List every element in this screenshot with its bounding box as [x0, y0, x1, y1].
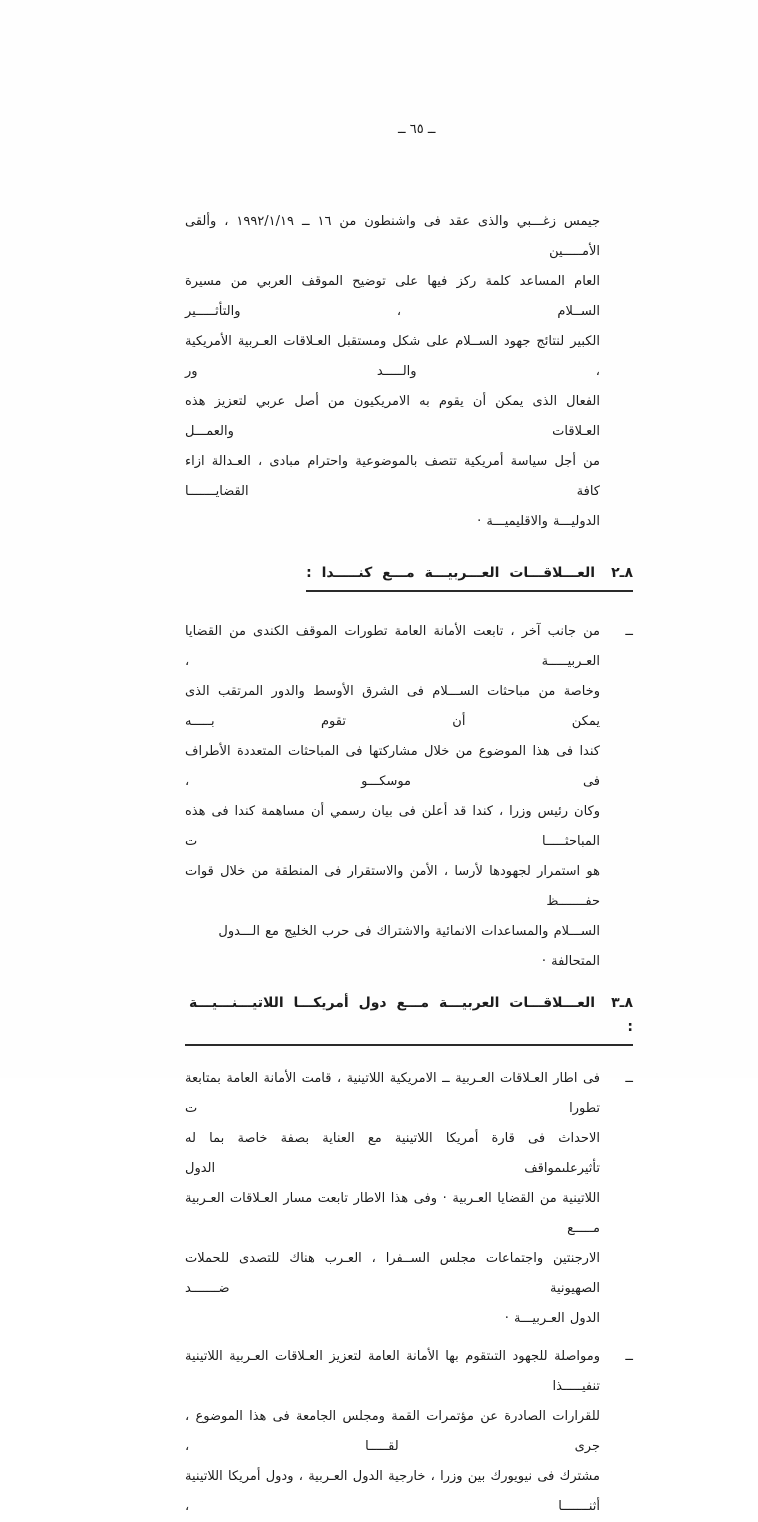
text-line: الدول العـربيـــة · [504, 1311, 600, 1326]
section-title: العـــلاقـــات العربيـــة مـــع دول أمريكـــا اللاتيـــنـــيـــة : [189, 995, 633, 1035]
bullet-dash: ــ [625, 1071, 633, 1086]
text-line: وخاصة من مباحثات الســـلام فى الشرق الأوسط والدور المرتقب الذى يمكن أن تقوم بـــــه [185, 684, 600, 729]
text-line: الســـلام والمساعدات الانمائية والاشتراك فى حرب الخليج مع الـــدول المتحالفة · [218, 924, 600, 969]
section-number: ٨ـ٢ [611, 565, 633, 581]
text-line: الكبير لنتائج جهود الســلام على شكل ومستقبل العـلاقات العـربية الأمريكية ، والـــــد ور [185, 334, 600, 379]
heading-underlined-text [306, 561, 633, 592]
intro-paragraph [185, 207, 600, 537]
section-title: العـــلاقـــات العـــربيـــة مـــع كنـــــدا : [306, 565, 596, 581]
bullet-dash: ــ [625, 1349, 633, 1364]
text-line: الفعال الذى يمكن أن يقوم به الامريكيون من أصل عربي لتعزيز هذه العـلاقات والعمـــل [185, 394, 600, 439]
text-line: للقرارات الصادرة عن مؤتمرات القمة ومجلس الجامعة فى هذا الموضوع ، جرى لقـــــا ، [185, 1409, 600, 1454]
section-heading-8-3 [185, 991, 633, 1046]
text-line: وكان رئيس وزرا ، كندا قد أعلن فى بيان رسمي أن مساهمة كندا فى هذه المباحثـــــا ت [185, 804, 600, 849]
text-line: ومواصلة للجهود التىتقوم بها الأمانة العامة لتعزيز العـلاقات العـربية اللاتينية تنفيـــــذا [185, 1349, 600, 1394]
text-line: الدوليـــة والاقليميـــة · [477, 514, 600, 529]
section-heading-8-2 [185, 561, 633, 592]
heading-underlined-text [185, 991, 633, 1046]
text-line: هو استمرار لجهودها لأرسا ، الأمن والاستقرار فى المنطقة من خلال قوات حفـــــــظ [185, 864, 600, 909]
section-8-3-paragraph-2 [185, 1342, 633, 1522]
text-line: مشترك فى نيويورك بين وزرا ، خارجية الدول العـربية ، ودول أمريكا اللاتينية أثنـــــــا ، [185, 1469, 600, 1514]
text-line: من أجل سياسة أمريكية تتصف بالموضوعية واحترام مبادى ، العـدالة ازاء كافة القضايـــــــا [185, 454, 600, 499]
text-line: فى اطار العـلاقات العـربية ــ الامريكية اللاتينية ، قامت الأمانة العامة بمتابعة تطورا ت [185, 1071, 600, 1116]
text-line: الاحداث فى قارة أمريكا اللاتينية مع العناية بصفة خاصة بما له تأثيرعلىمواقف الدول [185, 1131, 600, 1176]
section-8-3-paragraph-1 [185, 1064, 633, 1334]
text-line: جيمس زغـــبي والذى عقد فى واشنطون من ١٦ ــ ١٩٩٢/١/١٩ ، وألقى الأمـــــين [185, 214, 600, 259]
text-line: العام المساعد كلمة ركز فيها على توضيح الموقف العربي من مسيرة الســلام ، والتأثـــــير [185, 274, 600, 319]
text-line: اللاتينية من القضايا العـربية · وفى هذا الاطار تابعت مسار العـلاقات العـربية مـــــع [185, 1191, 600, 1236]
section-number: ٨ـ٣ [611, 995, 633, 1011]
page-number: ــ ٦٥ ــ [398, 122, 436, 137]
section-8-2-paragraph [185, 617, 633, 977]
bullet-dash: ــ [625, 624, 633, 639]
document-body [185, 207, 633, 1522]
text-line: من جانب آخر ، تابعت الأمانة العامة تطورات الموقف الكندى من القضايا العـربيـــــة ، [185, 624, 600, 669]
text-line: الارجنتين واجتماعات مجلس الســفرا ، العـرب هناك للتصدى للحملات الصهيونية ضـــــــد [185, 1251, 600, 1296]
text-line: كندا فى هذا الموضوع من خلال مشاركتها فى المباحثات المتعددة الأطراف فى موسكـــو ، [185, 744, 600, 789]
